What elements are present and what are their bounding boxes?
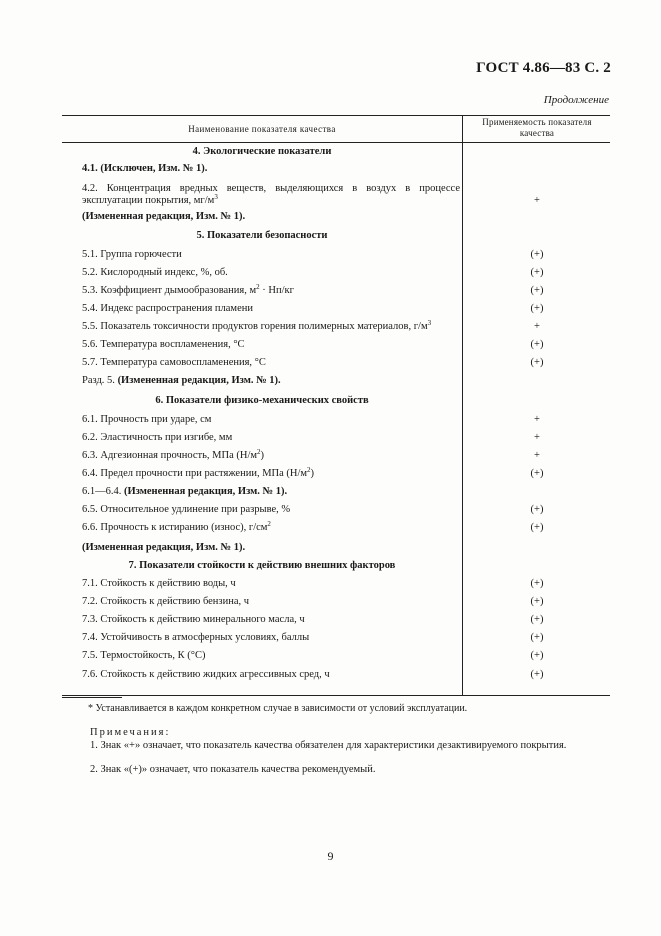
- section-heading-text: 7. Показатели стойкости к действию внешних факторов: [128, 560, 396, 571]
- notes-title: Примечания:: [90, 727, 171, 738]
- column-header-applicability: Применяемость показателя качества: [482, 117, 592, 138]
- applicability-value: (+): [530, 614, 544, 625]
- superscript: 2: [307, 466, 311, 474]
- indicator-name: 7.2. Стойкость к действию бензина, ч: [82, 596, 250, 607]
- indicator-name: 7.6. Стойкость к действию жидких агрессивных сред, ч: [82, 669, 330, 680]
- indicator-name: 7.3. Стойкость к действию минерального масла, ч: [82, 614, 305, 625]
- note-1-text: 1. Знак «+» означает, что показатель качества обязателен для характеристики дезактивируемого покрытия.: [90, 740, 567, 751]
- note-1: [62, 740, 610, 752]
- column-divider: [462, 115, 463, 695]
- superscript: 3: [214, 193, 218, 201]
- indicator-name: 5.5. Показатель токсичности продуктов горения полимерных материалов, $г/м^3$: [82, 319, 432, 332]
- document-code: ГОСТ 4.86—83 С. 2: [476, 60, 611, 76]
- section-heading-text: 5. Показатели безопасности: [196, 230, 328, 241]
- applicability-value: (+): [530, 522, 544, 533]
- column-header-indicator: Наименование показателя качества: [188, 124, 336, 134]
- applicability-value: +: [534, 195, 540, 206]
- note-2: [62, 764, 610, 776]
- page-number: 9: [327, 849, 334, 863]
- indicator-name: 6.2. Эластичность при изгибе, мм: [82, 432, 233, 443]
- applicability-value: (+): [530, 650, 544, 661]
- applicability-value: +: [534, 450, 540, 461]
- applicability-value: +: [534, 414, 540, 425]
- indicator-name: 6.1. Прочность при ударе, см: [82, 414, 212, 425]
- amendment-note: (Измененная редакция, Изм. № 1).: [117, 375, 281, 386]
- applicability-value: (+): [530, 669, 544, 680]
- applicability-value: (+): [530, 632, 544, 643]
- superscript: 3: [427, 319, 432, 327]
- applicability-value: (+): [530, 468, 544, 479]
- indicator-name: (Измененная редакция, Изм. № 1).: [82, 211, 246, 222]
- applicability-value: (+): [530, 303, 544, 314]
- table-top-rule: [62, 115, 610, 116]
- indicator-name: 5.7. Температура самовоспламенения, °С: [82, 357, 266, 368]
- amendment-note: (Измененная редакция, Изм. № 1).: [124, 486, 288, 497]
- continuation-label: Продолжение: [543, 94, 609, 106]
- indicator-name: 4.2. Концентрация вредных веществ, выделяющихся в воздух в процессе эксплуатации покрытия, $мг/м^3$: [82, 183, 460, 206]
- applicability-value: (+): [530, 249, 544, 260]
- indicator-name: 7.4. Устойчивость в атмосферных условиях, баллы: [82, 632, 310, 643]
- applicability-value: (+): [530, 357, 544, 368]
- table-header-rule: [62, 142, 610, 143]
- indicator-name: 5.3. Коэффициент дымообразования, $м^2 \cdot Нп/кг$: [82, 283, 294, 296]
- indicator-name: 6.5. Относительное удлинение при разрыве, %: [82, 504, 291, 515]
- applicability-value: +: [534, 321, 540, 332]
- indicator-name: 5.6. Температура воспламенения, °С: [82, 339, 245, 350]
- note-2-text: 2. Знак «(+)» означает, что показатель качества рекомендуемый.: [90, 764, 376, 775]
- indicator-name: 5.1. Группа горючести: [82, 249, 182, 260]
- indicator-name: Разд. 5. (Измененная редакция, Изм. № 1).: [82, 375, 281, 386]
- indicator-name: (Измененная редакция, Изм. № 1).: [82, 542, 246, 553]
- indicator-name: 6.4. Предел прочности при растяжении, МПа $(Н/м^2)$: [82, 466, 315, 479]
- applicability-value: (+): [530, 578, 544, 589]
- footnote-rule: [62, 697, 122, 698]
- indicator-name: 6.1—6.4. (Измененная редакция, Изм. № 1).: [82, 486, 288, 497]
- indicator-name: 6.3. Адгезионная прочность, МПа $(Н/м^2)$: [82, 448, 265, 461]
- superscript: 2: [267, 520, 271, 528]
- applicability-value: (+): [530, 285, 544, 296]
- indicator-name: 7.5. Термостойкость, К (°С): [82, 650, 206, 661]
- superscript: 2: [257, 448, 261, 456]
- superscript: 2: [256, 283, 260, 291]
- indicator-name: 4.1. (Исключен, Изм. № 1).: [82, 163, 208, 174]
- applicability-value: (+): [530, 504, 544, 515]
- indicator-name: 5.4. Индекс распространения пламени: [82, 303, 253, 314]
- applicability-value: (+): [530, 339, 544, 350]
- table-bottom-rule: [62, 695, 610, 696]
- indicator-name: 5.2. Кислородный индекс, %, об.: [82, 267, 228, 278]
- applicability-value: (+): [530, 267, 544, 278]
- section-heading-text: 4. Экологические показатели: [192, 146, 332, 157]
- indicator-name: 6.6. Прочность к истиранию (износ), $г/см^2$: [82, 520, 271, 533]
- indicator-name: 7.1. Стойкость к действию воды, ч: [82, 578, 236, 589]
- applicability-value: (+): [530, 596, 544, 607]
- applicability-value: +: [534, 432, 540, 443]
- section-heading-text: 6. Показатели физико-механических свойств: [155, 395, 369, 406]
- footnote: * Устанавливается в каждом конкретном случае в зависимости от условий эксплуатации.: [88, 703, 468, 714]
